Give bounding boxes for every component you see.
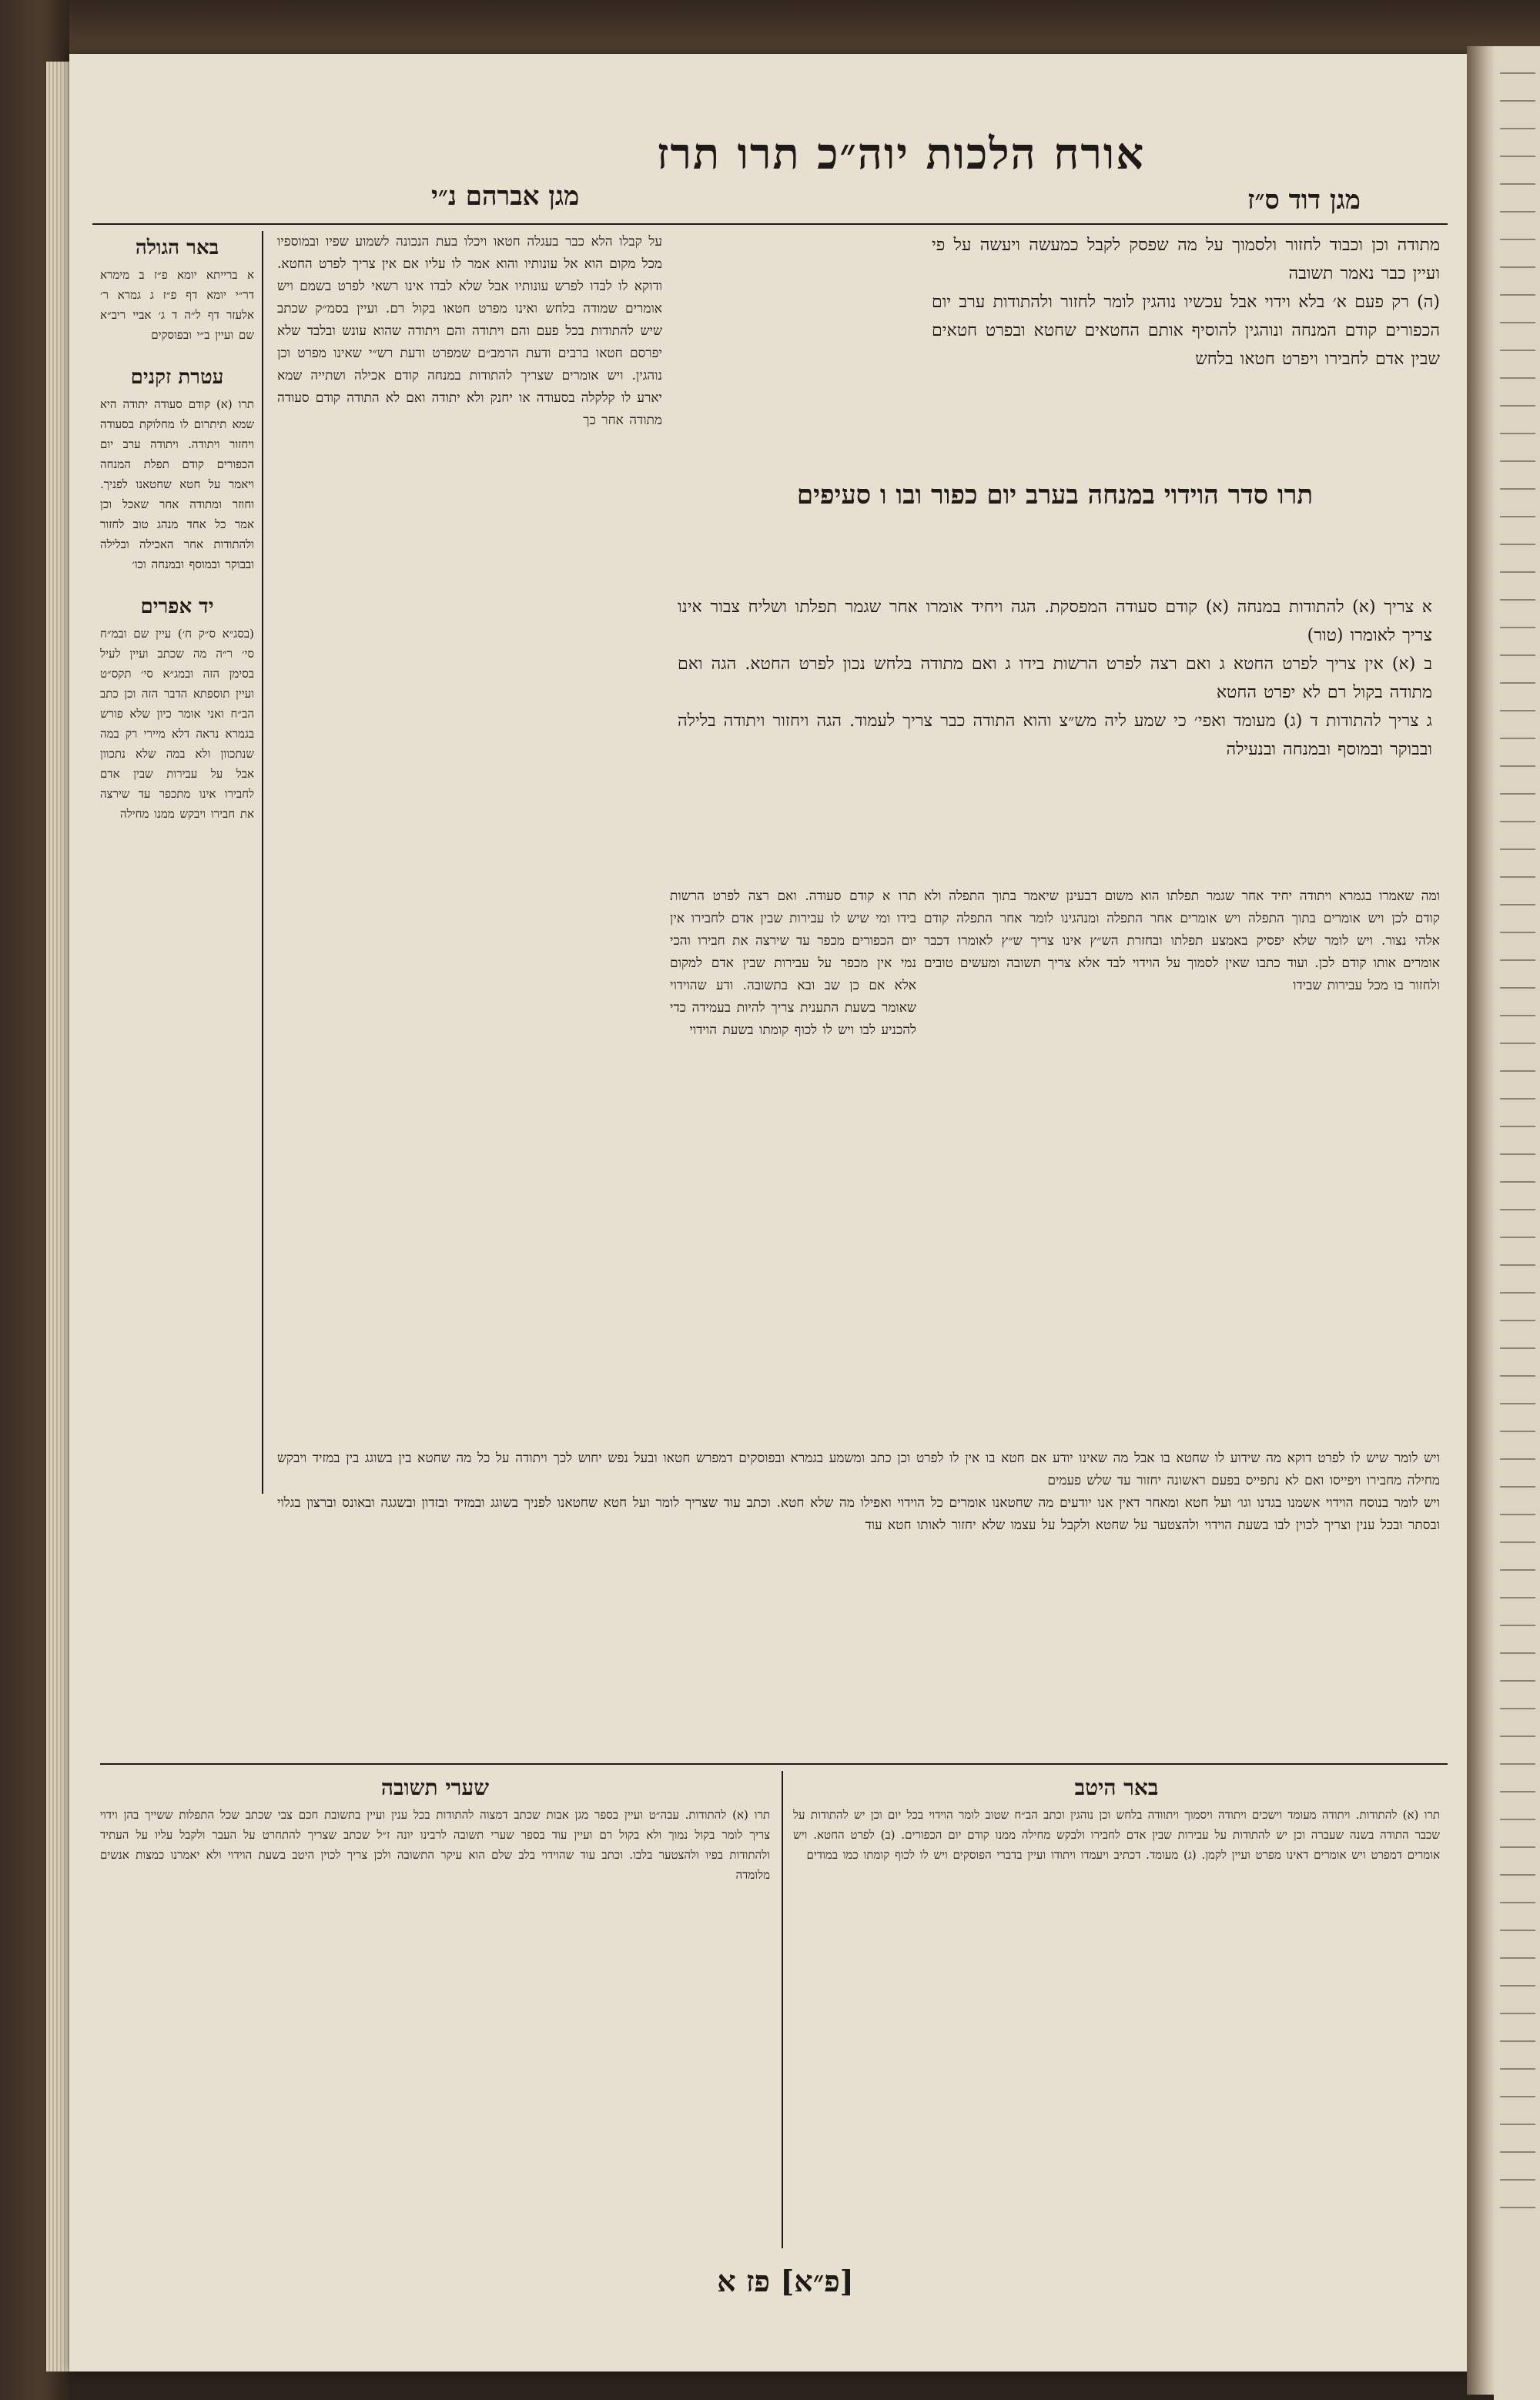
sidebar-rule: [262, 231, 263, 1494]
intro-column: (ה) רק פעם א׳ בלא וידוי אבל עכשיו נוהגין לומר לחזור ולהתודות ערב יום הכפורים קודם המנחה ונוהגין להוסיף אותם החטאים שחטא ובפרט חטאים שבין אדם לחבירו ויפרט חטאו בלחש: [932, 293, 1440, 369]
beer-heitev-title: באר היטב: [1074, 1775, 1159, 1800]
sidebar-body-yad-efraim: (בסג״א ס״ק ח׳) עיין שם ובמ״ח סי׳ ר״ה מה שכתב ועיין לעיל בסימן הזה ובמג״א סי׳ תקס״ט ועיין תוספתא הדבר הזה וכן כתב הב״ח ואני אומר כיון שלא פורש בגמרא נראה דלא מיירי רק במה שנתכוון ולא במה שלא נתכוון אבל על עבירות שבין אדם לחבירו אינו מתכפר עד שירצה את חבירו ויבקש ממנו מחילה: [100, 627, 254, 821]
sidebar-body-ateret-zekenim: תרו (א) קודם סעודה יתודה היא שמא תיתרום לו מחלוקת בסעודה ויחזור ויתודה. ויתודה ערב יום הכפורים קודם תפלת המנחה ויאמר על חטא שחטאנו לפניך. וחוזר ומתודה אחר שאכל וכן אמר כל אחד מנהג טוב לחזור ולהתודות אחר האכילה ובלילה ובבוקר ובמוסף ובמנחה וכו׳: [100, 397, 254, 571]
lower-wide-text: ויש לומר שיש לו לפרט דוקא מה שידוע לו שחטא בו אבל מה שאינו יודע אם חטא בו אין לו לפרט וכן כתב ומשמע בגמרא ובפוסקים דמפרש חטאו ובעל נפש יחוש לכך ויתודה על כל מה שחטא בין בשוגג בין במזיד ויבקש מחילה מחבירו ויפייסו ואם לא נתפייס בפעם ראשונה יחזור עד שלש פעמים: [277, 1451, 1440, 1488]
main-text-column: [678, 593, 1432, 885]
lower-wide-column: [277, 1448, 1440, 1740]
seif-c: ג צריך להתודות ד (ג) מעומד ואפי׳ כי שמע ליה מש״צ והוא התודה כבר צריך לעמוד. הגה ויחזור ויתודה בלילה ובבוקר ובמוסף ובמנחה ובנעילה: [678, 711, 1432, 759]
magen-avraham-column: [277, 231, 662, 1478]
running-head-left-tag: מגן אברהם נ״י: [431, 181, 580, 212]
sidebar-title-yad-efraim: יד אפרים: [140, 595, 214, 618]
bottom-column-rule: [782, 1771, 783, 2248]
seif-a: א צריך (א) להתודות במנחה (א) קודם סעודה המפסקת. הגה ויחיד אומרו אחר שגמר תפלתו ושליח צבור אינו צריך לאומרו (טור): [678, 597, 1432, 645]
top-right-text: מתודה וכן וכבוד לחזור ולסמוך על מה שפסק לקבל כמעשה ויעשה על פי ועיין כבר נאמר תשובה: [932, 236, 1440, 283]
beer-heitev-text: תרו (א) להתודות. ויתודה מעומד וישכים ויתודה ויסמוך ויתוודה בלחש וכן נוהגין וכתב הב״ח שטוב לומר הוידוי בכל יום וכן יש להתודות על שכבר התודה בשנה שעברה וכן יש להתודות על עבירות שבין אדם לחבירו ולבקש מחילה ממנו קודם יום הכפורים. (ב) לפרט החטא. ויש אומרים דמפרט ויש אומרים דאינו מפרט ועיין לקמן. (ג) מעומד. דכתיב ויעמדו ויתודו ועיין בדברי הפוסקים ויש לו לכוף קומתו כמו במודים: [793, 1808, 1440, 1862]
bottom-rule: [100, 1763, 1448, 1765]
lower-center-text: תרו א קודם סעודה. ואם רצה לפרט הרשות בידו ומי שיש לו עבירות שבין אדם לחבירו אין יום הכפורים מכפר עד שירצה את חבירו והכי נמי אין מכפר על עבירות שבין אדם למקום אלא אם כן שב ובא בתשובה. ודע שהוידוי שאומר בשעת התענית צריך להיות בעמידה כדי להכניע לבו ויש לו לכוף קומתו בשעת הוידוי: [670, 889, 916, 1038]
shaarei-teshuva-text: תרו (א) להתודות. עבה״ט ועיין בספר מגן אבות שכתב דמצוה להתודות בכל ענין ועיין בתשובת חכם צבי שכתב שכל התפלות ששייך בהן וידוי צריך לומר בקול נמוך ולא בקול רם ועיין עוד בספר שערי תשובה לרבינו יונה ז״ל שכתב שצריך להתחרט על העבר ולקבל עליו על העתיד ולהתודות בפיו ולהצטער בלבו. וכתב עוד שהוידוי בלב שלם הוא עיקר התשובה ולכן צריך לכוין היטב בשעת הוידוי ולא יאמרנו כמצות אנשים מלומדה: [100, 1808, 770, 1882]
lower-right-text: ויש לומר בנוסח הוידוי אשמנו בגדנו וגו׳ ועל חטא ומאחר דאין אנו יודעים מה שחטאנו אומרים כל הוידוי ואפילו מה שלא חטא. וכתב עוד שצריך לומר ועל חטא שחטאנו לפניך בשוגג ובמזיד ובזדון ובשגגה ובאונס וברצון בגלוי ובסתר ובכל ענין וצריך לכוין לבו בשעת הוידוי ולהצטער על שחטא ולקבל על עצמו שלא יחזור לאותו חטא עוד: [277, 1495, 1440, 1533]
sidebar-title-beer-hagolah: באר הגולה: [135, 236, 219, 259]
book-fore-edge: [46, 62, 72, 2372]
section-header-block: [678, 477, 1432, 593]
sidebar-title-ateret-zekenim: עטרת זקנים: [130, 366, 224, 389]
running-head-right-tag: מגן דוד ס״ז: [1247, 185, 1361, 216]
sidebar-body-beer-hagolah: א ברייתא יומא פ״ז ב מימרא דר״י יומא דף פ״ז ג גמרא ר׳ אלעזר דף ל״ה ד ג׳ אביי ריב״א שם ועיין ב״י ובפוסקים: [100, 268, 254, 342]
shaarei-teshuva-title: שערי תשובה: [380, 1775, 490, 1800]
seif-b: ב (א) אין צריך לפרט החטא ג ואם רצה לפרט הרשות בידו ג ואם מתודה בלחש נכון לפרט החטא. הגה ואם מתודה בקול רם לא יפרט החטא: [678, 654, 1432, 702]
shaarei-teshuva-block: [100, 1771, 770, 2248]
lower-center-column: [670, 885, 916, 1432]
facing-page-edge: [1494, 46, 1540, 2400]
running-head-title: אורח הלכות יוה״כ תרו תרז: [656, 129, 1146, 179]
turei-zahav-text: ומה שאמרו בגמרא ויתודה יחיד אחר שגמר תפלתו הוא משום דבעינן שיאמר בתוך התפלה ולא קודם לכן ויש אומרים בתוך התפלה ויש אומרים אחר התפלה ומנהגינו לומר אחר התפלה קודם אלהי נצור. ויש לומר שלא יפסיק באמצע תפלתו ובחזרת הש״ץ אינו צריך ש״ץ לאומרו דכבר אומרים אותו קודם לכן. ועוד כתבו שאין לסמוך על הוידוי לבד אלא צריך תשובה ומעשים טובים ולחזור בו מכל עבירות שבידו: [924, 889, 1440, 993]
beer-heitev-block: [793, 1771, 1440, 2248]
header-rule: [92, 223, 1448, 225]
section-header: תרו סדר הוידוי במנחה בערב יום כפור ובו ו סעיפים: [796, 480, 1314, 510]
book-gutter: [1467, 46, 1498, 2395]
magen-avraham-text: על קבלו הלא כבר בעגלה חטאו ויכלו בעת הנכונה לשמוע שפיו ובמוספיו מכל מקום הוא אל עונותיו והוא אמר לו עליו אם אין צריך לפרט החטא. ודוקא לו לבדו לפרש עונותיו אבל שלא לבדו אינו רשאי לפרט בשמם ויש אומרים שמודה בלחש ואינו מפרט חטאו בקול רם. ועיין בסמ״ק שכתב שיש להתודות בכל פעם והם ויתודה והם ויתודה שהוא עונש ובלבד שלא יפרסם חטאו ברבים ודעת הרמב״ם שמפרט ודעת רש״י שאינו מפרט וכן נוהגין. ויש אומרים שצריך להתודות במנחה קודם אכילה ושתייה שמא יארע לו קלקלה בסעודה או יחנק ולא יתודה ואם לא התודה קודם סעודה מתודה אחר כך: [277, 234, 662, 428]
turei-zahav-column: [924, 885, 1440, 1432]
page-number: [פ״א] פז א: [717, 2264, 854, 2298]
